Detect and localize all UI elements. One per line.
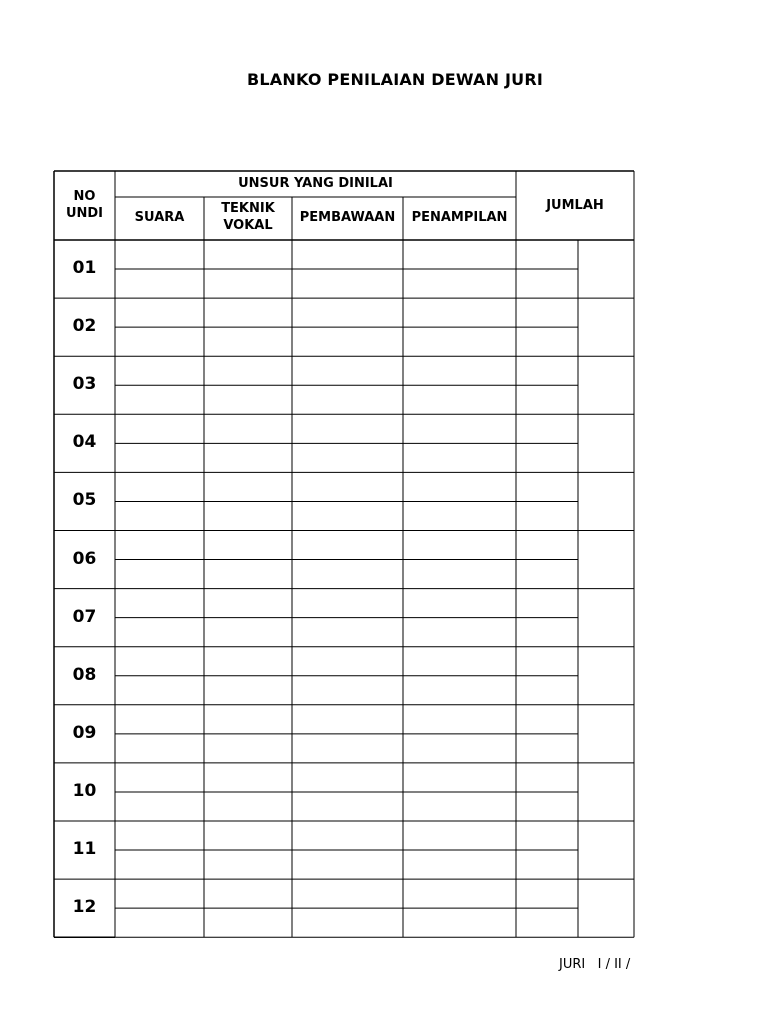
header-no-undi [54,188,115,222]
header-jumlah: JUMLAH [546,198,604,213]
row-number: 08 [72,664,97,685]
header-penampilan: PENAMPILAN [411,210,508,225]
row-number: 05 [72,490,97,511]
header-unsur-yang-dinilai: UNSUR YANG DINILAI [238,176,393,191]
row-number: 01 [72,258,97,279]
header-suara: SUARA [134,210,185,225]
header-teknik-vokal-text: TEKNIK VOKAL [221,201,275,233]
row-number: 09 [72,722,97,743]
header-no-undi-text: NO UNDI [65,189,104,221]
page-title: BLANKO PENILAIAN DEWAN JURI [247,70,543,89]
row-number: 02 [72,316,97,337]
row-number: 04 [72,432,97,453]
row-number: 11 [72,839,97,860]
row-number: 03 [72,374,97,395]
row-number: 12 [72,897,97,918]
row-number: 07 [72,606,97,627]
footer-juri-label: JURI I / II / [559,957,631,972]
row-number: 10 [72,780,97,801]
row-number: 06 [72,548,97,569]
header-pembawaan: PEMBAWAAN [299,210,396,225]
header-teknik-vokal [204,200,292,234]
